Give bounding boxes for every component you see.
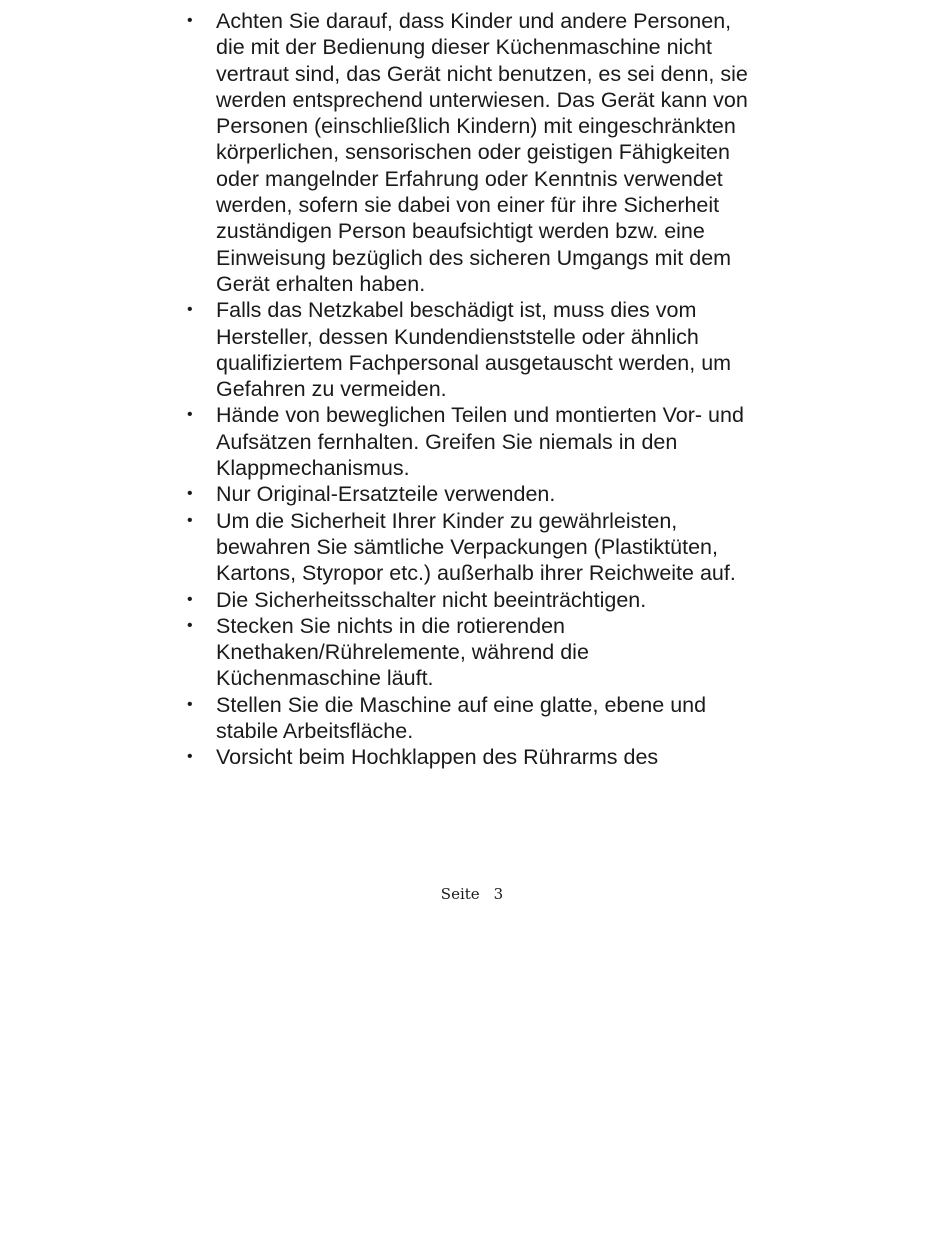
list-item	[185, 402, 755, 481]
bullet-icon: •	[187, 485, 193, 503]
list-item-text: Falls das Netzkabel beschädigt ist, muss dies vom Hersteller, dessen Kundendienststelle oder ähnlich qualifiziertem Fachpersonal ausgetauscht werden, um Gefahren zu vermeiden.	[216, 298, 732, 402]
list-item-text: Vorsicht beim Hochklappen des Rührarms des	[216, 745, 659, 770]
bullet-icon: •	[187, 590, 193, 608]
list-item	[185, 297, 755, 402]
list-item-text: Nur Original-Ersatzteile verwenden.	[216, 482, 556, 507]
bullet-icon: •	[187, 12, 193, 29]
safety-instructions-list	[185, 8, 755, 771]
bullet-icon: •	[187, 748, 193, 766]
bullet-icon: •	[187, 695, 193, 713]
list-item	[185, 508, 755, 587]
bullet-icon: •	[187, 511, 193, 529]
list-item-text: Achten Sie darauf, dass Kinder und andere Personen, die mit der Bedienung dieser Küchenmaschine nicht vertraut sind, das Gerät nicht benutzen, es sei denn, sie werden entsprechend unterwiesen. Das Gerät kann von Personen (einschließlich Kindern) mit eingeschränkten körperlichen, sensorischen oder geistigen Fähigkeiten oder mangelnder Erfahrung oder Kenntnis verwendet werden, sofern sie dabei von einer für ihre Sicherheit zuständigen Person beaufsichtigt werden bzw. eine Einweisung bezüglich des sicheren Umgangs mit dem Gerät erhalten haben.	[216, 9, 748, 296]
bullet-icon: •	[187, 616, 193, 634]
list-item	[185, 587, 755, 613]
bullet-icon: •	[187, 406, 193, 424]
list-item	[185, 481, 755, 507]
list-item-text: Stecken Sie nichts in die rotierenden Knethaken/Rührelemente, während die Küchenmaschine läuft.	[216, 613, 589, 691]
list-item-text: Stellen Sie die Maschine auf eine glatte, ebene und stabile Arbeitsfläche.	[216, 692, 707, 744]
list-item	[185, 692, 755, 745]
list-item	[185, 8, 755, 297]
page-number: 3	[493, 885, 504, 903]
list-item-text: Die Sicherheitsschalter nicht beeinträchtigen.	[216, 587, 647, 612]
bullet-icon: •	[187, 301, 193, 319]
list-item-text: Um die Sicherheit Ihrer Kinder zu gewährleisten, bewahren Sie sämtliche Verpackungen (Plastiktüten, Kartons, Styropor etc.) außerhalb ihrer Reichweite auf.	[216, 508, 736, 586]
page-footer	[0, 884, 950, 904]
page-label: Seite	[440, 885, 480, 903]
list-item	[185, 744, 755, 770]
list-item-text: Hände von beweglichen Teilen und montierten Vor- und Aufsätzen fernhalten. Greifen Sie niemals in den Klappmechanismus.	[216, 403, 744, 481]
list-item	[185, 613, 755, 692]
